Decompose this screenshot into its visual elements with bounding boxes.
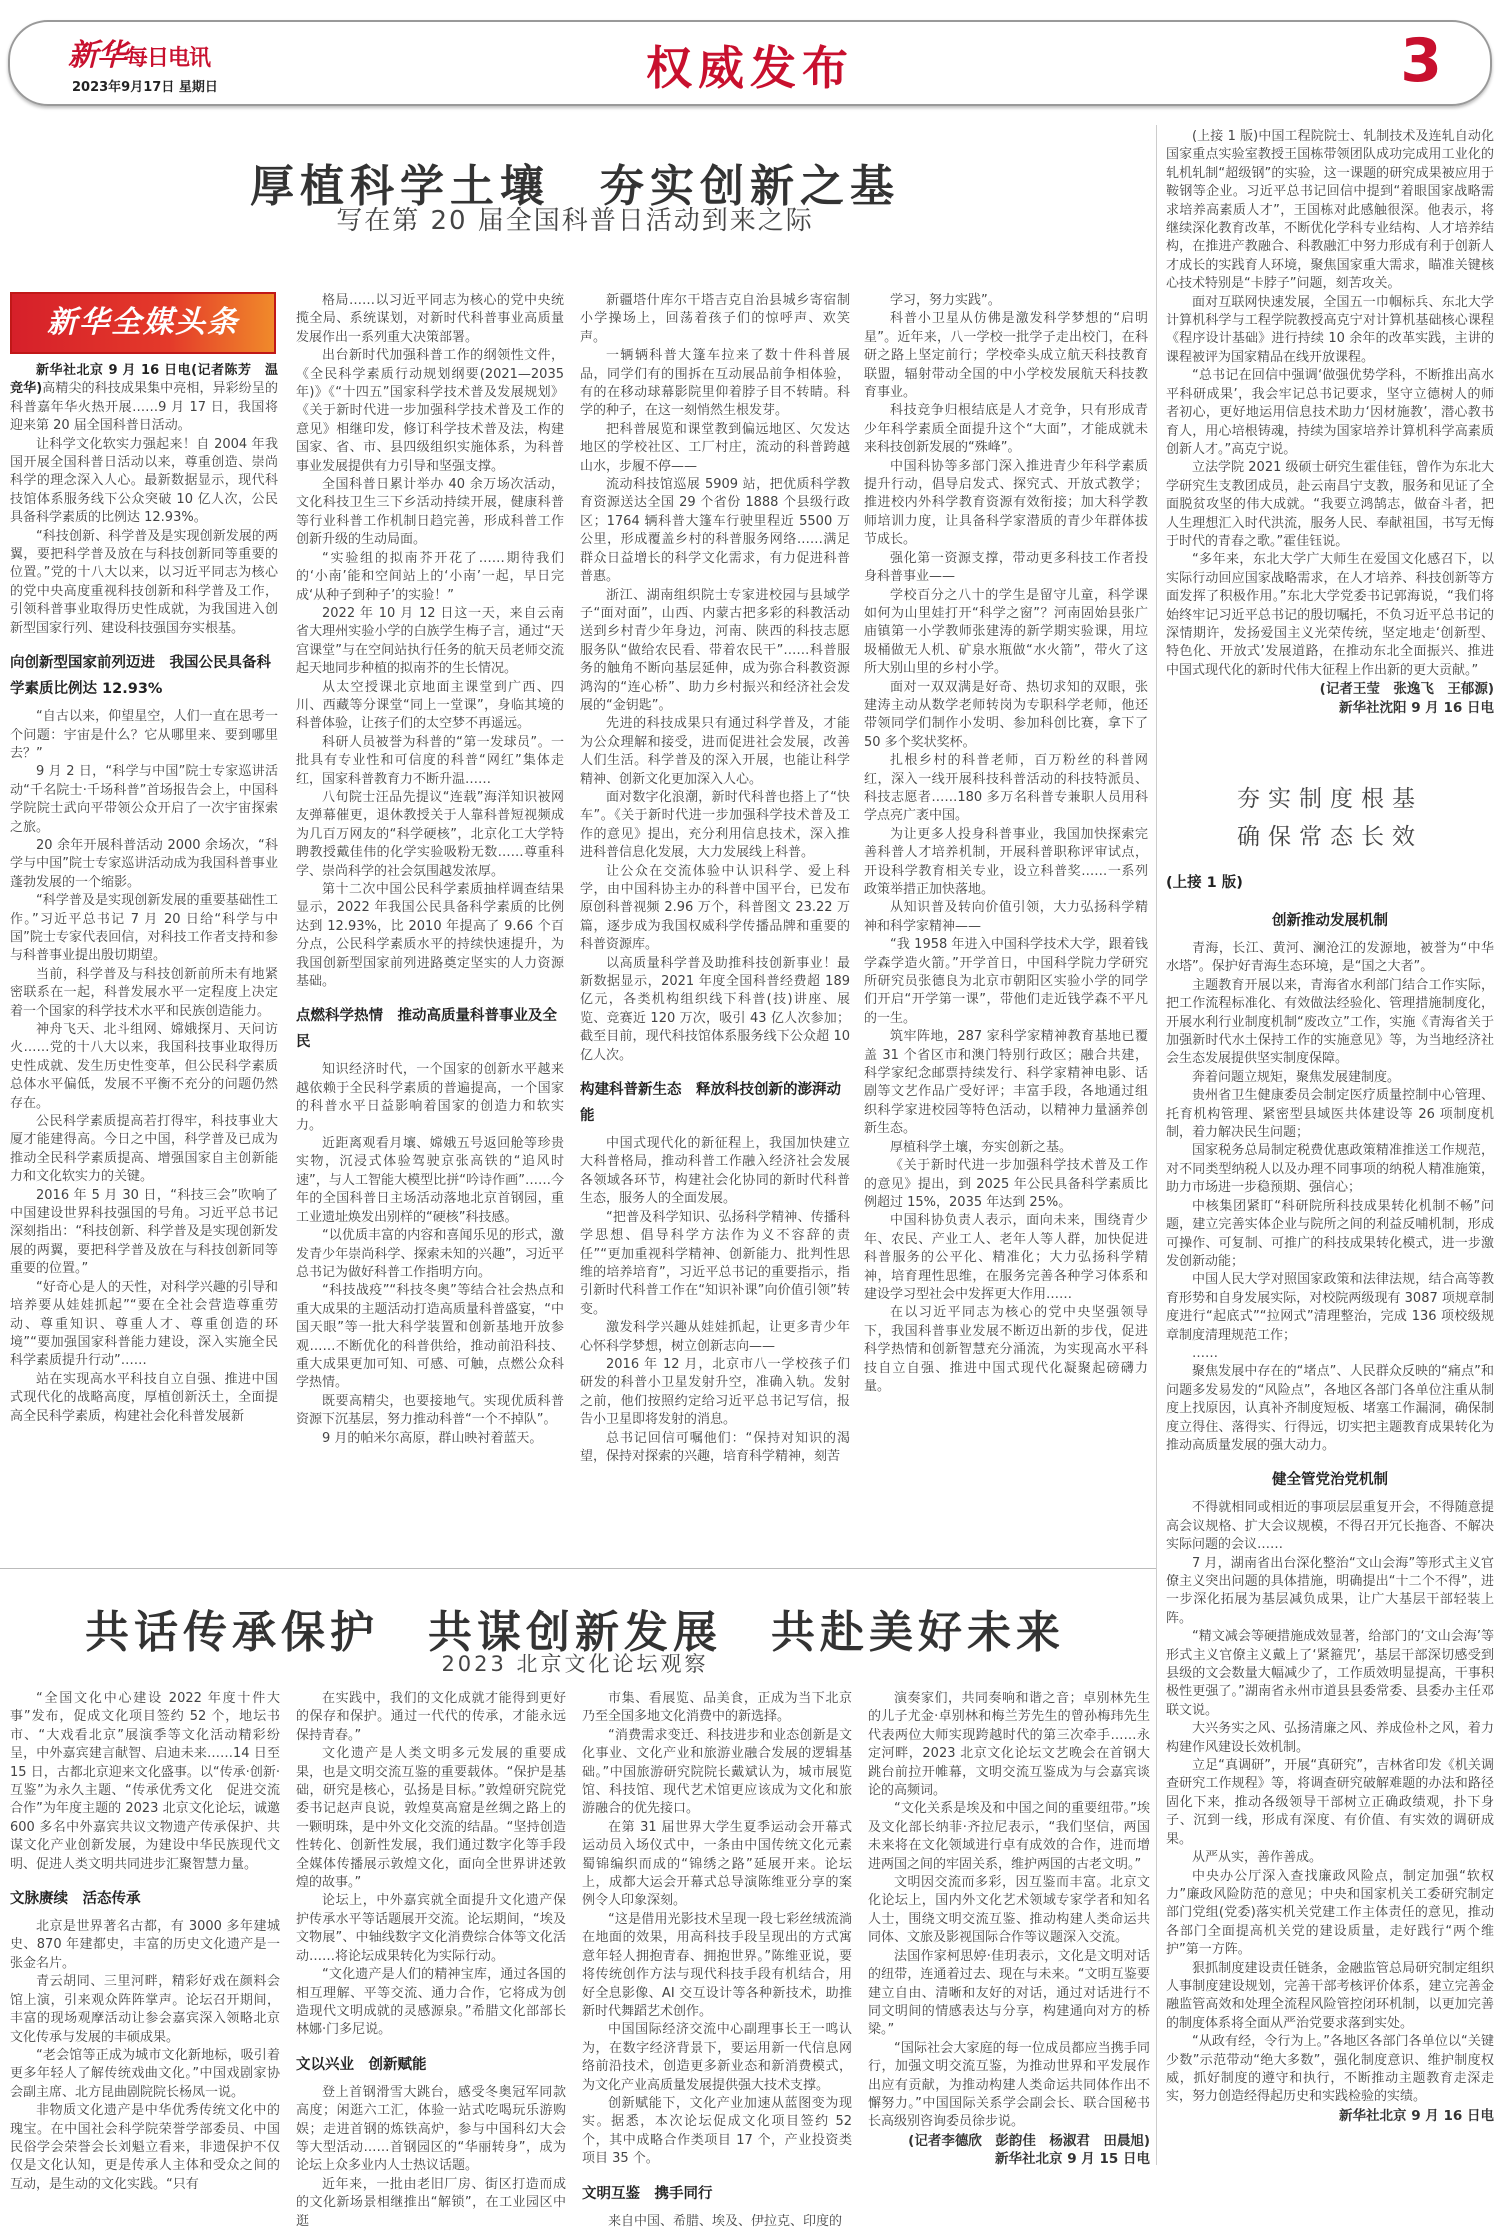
lead-paragraph: 新华社北京 9 月 16 日电(记者陈芳 温竞华)高精尖的科技成果集中亮相，异彩纷呈的科普嘉年华火热开展……9 月 17 日，我国将迎来第 20 届全国科普日活动。 xyxy=(10,363,278,434)
paragraph: 先进的科技成果只有通过科学普及，才能为公众理解和接受，进而促进社会发展，改善人们生活。科学普及的深入开展，也能让科学精神、创新文化更加深入人心。 xyxy=(580,716,850,787)
continued-note: (上接 1 版) xyxy=(1166,875,1243,891)
paragraph: 流动科技馆巡展 5909 站，把优质科学教育资源送达全国 29 个省份 1888 个县级行政区；1764 辆科普大篷车行驶里程近 5500 万公里，形成覆盖乡村的科普服务网络……满足群众日益增长的科学文化需求，有力促进科普普惠。 xyxy=(580,477,850,585)
logo-part-b: 每日电讯 xyxy=(126,45,211,71)
paragraph: 非物质文化遗产是中华优秀传统文化中的瑰宝。在中国社会科学院荣誉学部委员、中国民俗学会荣誉会长刘魁立看来，非遗保护不仅仅是文化认知，更是传承人主体和受众之间的互动，是生动的文化实践。“只有 xyxy=(10,2103,280,2192)
paragraph: “总书记在回信中强调‘做强优势学科，不断推出高水平科研成果’，我会牢记总书记要求，坚守立德树人的师者初心，更好地运用信息技术助力‘因材施教’，潜心教书育人，用心培根铸魂，持续为国家培养计算机科学高素质创新人才。”高克宁说。 xyxy=(1166,368,1494,457)
paragraph: “文化关系是埃及和中国之间的重要纽带。”埃及文化部长纳菲·齐拉尼表示，“我们坚信，两国未来将在文化领域进行卓有成效的合作，进而增进两国之间的牢固关系，维护两国的古老文明。” xyxy=(868,1801,1150,1872)
paragraph: 第十二次中国公民科学素质抽样调查结果显示，2022 年我国公民具备科学素质的比例达到 12.93%，比 2010 年提高了 9.66 个百分点，公民科学素质水平的持续快速提升，为我国创新型国家前列进路奠定坚实的人力资源基础。 xyxy=(296,882,564,990)
paragraph: 让公众在交流体验中认识科学、爱上科学，由中国科协主办的科普中国平台，已发布原创科普视频 2.96 万个，科普图文 23.22 万篇，逐步成为我国权威科学传播品牌和重要的科普资源库。 xyxy=(580,863,850,953)
right-title-line-1: 夯实制度根基 xyxy=(1237,786,1423,812)
paragraph: “消费需求变迁、科技进步和业态创新是文化事业、文化产业和旅游业融合发展的逻辑基础。”中国旅游研究院院长戴斌认为，城市展览馆、科技馆、现代艺术馆更应该成为文化和旅游融合的优先接口。 xyxy=(582,1727,852,1817)
paragraph: “把普及科学知识、弘扬科学精神、传播科学思想、倡导科学方法作为义不容辞的责任”“更加重视科学精神、创新能力、批判性思维的培养培育”，习近平总书记的重要指示，指引新时代科普工作在“知识补课”向价值引领”转变。 xyxy=(580,1209,850,1317)
paragraph: 市集、看展览、品美食，正成为当下北京乃至全国多地文化消费中的新选择。 xyxy=(582,1691,852,1725)
paragraph: 登上首钢滑雪大跳台，感受冬奥冠军同款高度；闲逛六工汇，体验一站式吃喝玩乐游购娱；走进首钢的炼铁高炉，参与中国科幻大会等大型活动……首钢园区的“华丽转身”，成为论坛上众多业内人士热议话题。 xyxy=(296,2084,566,2174)
byline: 新华社沈阳 9 月 16 日电 xyxy=(1339,699,1494,716)
article1-column-3 xyxy=(580,292,850,1556)
column-divider xyxy=(1156,125,1157,2165)
paragraph: 把科普展览和课堂教到偏远地区、欠发达地区的学校社区、工厂村庄，流动的科普跨越山水，步履不停—— xyxy=(580,421,850,474)
paragraph: “我 1958 年进入中国科学技术大学，跟着钱学森学造火箭。”开学首日，中国科学院力学研究所研究员张德良为北京市朝阳区实验小学的同学们开启“开学第一课”，带他们走近钱学森不平凡的一生。 xyxy=(864,937,1148,1026)
subheading: 构建科普新生态 释放科技创新的澎湃动能 xyxy=(580,1082,841,1125)
paragraph: 科普小卫星从仿佛是激发科学梦想的“启明星”。近年来，八一学校一批学子走出校门，在科研之路上坚定前行；学校牵头成立航天科技教育联盟，辐射带动全国的中小学校发展航天科技教育事业。 xyxy=(864,311,1148,401)
paragraph: 法国作家柯思婷·佳玥表示，文化是文明对话的纽带，连通着过去、现在与未来。“文明互鉴要建立自由、清晰和友好的对话，通过对话进行不同文明间的情感表达与分享，构建通向对方的桥梁。” xyxy=(868,1948,1150,2038)
paragraph: 学习，努力实践”。 xyxy=(890,293,1001,308)
paragraph: 中国科协负责人表示，面向未来，围绕青少年、农民、产业工人、老年人等人群，加快促进科普服务的公平化、精准化；大力弘扬科学精神，培育理性思维，在服务完善各种学习体系和建设学习型社会中发挥更大作用…… xyxy=(864,1213,1148,1302)
paragraph: 2016 年 5 月 30 日，“科技三会”吹响了中国建设世界科技强国的号角。习近平总书记深刻指出：“科技创新、科学普及是实现创新发展的两翼，要把科学普及放在与科技创新同等重要的位置。” xyxy=(10,1187,278,1277)
paragraph: 面对一双双满是好奇、热切求知的双眼，张建涛主动从数学老师转岗为专职科学老师，他还带领同学们制作小发明、参加科创比赛，拿下了 50 多个奖状奖杯。 xyxy=(864,679,1148,750)
paragraph: 来自中国、希腊、埃及、伊拉克、印度的 xyxy=(608,2213,843,2229)
byline: (记者李德欣 彭韵佳 杨淑君 田晨旭) xyxy=(908,2132,1150,2149)
paragraph: 面对互联网快速发展，全国五一巾帼标兵、东北大学计算机科学与工程学院教授高克宁对计算机基础核心课程《程序设计基础》进行持续 10 余年的改革实践，主讲的课程被评为国家精品在线开放课程。 xyxy=(1166,294,1494,365)
subheading: 文以兴业 创新赋能 xyxy=(296,2056,427,2073)
paragraph: 2016 年 12 月，北京市八一学校孩子们研发的科普小卫星发射升空，准确入轨。发射之前，他们按照约定给习近平总书记写信，报告小卫星即将发射的消息。 xyxy=(580,1356,850,1428)
paragraph: 站在实现高水平科技自立自强、推进中国式现代化的战略高度，厚植创新沃土，全面提高全民科学素质，构建社会化科普发展新 xyxy=(10,1371,278,1424)
paragraph: 扎根乡村的科普老师，百万粉丝的科普网红，深入一线开展科技科普活动的科技特派员、科技志愿者……180 多万名科普专兼职人员用科学点亮广袤中国。 xyxy=(864,753,1148,824)
paragraph: 格局……以习近平同志为核心的党中央统揽全局、系统谋划，对新时代科普事业高质量发展作出一系列重大决策部署。 xyxy=(296,293,564,345)
paragraph: 新疆塔什库尔干塔吉克自治县城乡寄宿制小学操场上，回荡着孩子们的惊呼声、欢笑声。 xyxy=(580,293,850,345)
paragraph: 当前，科学普及与科技创新前所未有地紧密联系在一起，科普发展水平一定程度上决定着一个国家的科学技术水平和民族创造能力。 xyxy=(10,966,278,1019)
subheading: 健全管党治党机制 xyxy=(1272,1472,1388,1489)
paragraph: 总书记回信可嘱他们：“保持对知识的渴望，保持对探索的兴趣，培育科学精神，刻苦 xyxy=(580,1430,850,1464)
paragraph: 主题教育开展以来，青海省水利部门结合工作实际，把工作流程标准化、有效做法经验化、管理措施制度化，开展水利行业制度机制“废改立”工作，实施《青海省关于加强新时代水土保持工作的实施意见》等，为当地经济社会生态发展提供坚实制度保障。 xyxy=(1166,977,1494,1067)
subheading: 文脉赓续 活态传承 xyxy=(10,1891,141,1908)
right-article-body xyxy=(1166,858,1494,2163)
paragraph: 2022 年 10 月 12 日这一天，来自云南省大理州实验小学的白族学生梅子言，通过“天宫课堂”与在空间站执行任务的航天员老师交流起天地同步种植的拟南芥的生长情况。 xyxy=(296,605,564,677)
subheading: 向创新型国家前列迈进 我国公民具备科学素质比例达 12.93% xyxy=(10,655,271,698)
paragraph: 强化第一资源支撑，带动更多科技工作者投身科普事业—— xyxy=(864,550,1148,585)
paragraph: 厚植科学土壤，夯实创新之基。 xyxy=(890,1139,1073,1155)
paragraph: 立法学院 2021 级硕士研究生霍佳钰，曾作为东北大学研究生支教团成员，赴云南昌宁支教，服务和见证了全面脱贫攻坚的伟大成就。“我要立鸿鹄志，做奋斗者，把人生理想汇入时代洪流，服务人民、奉献祖国，书写无悔于时代的青春之歌。”霍佳钰说。 xyxy=(1166,460,1494,549)
paragraph: “从政有经，令行为上。”各地区各部门各单位以“关键少数”示范带动“绝大多数”，强化制度意识、维护制度权威，抓好制度的遵守和执行，不断推动主题教育走深走实，努力创造经得起历史和实践检验的实绩。 xyxy=(1166,2034,1494,2105)
paragraph: “科技战疫”“科技冬奥”等结合社会热点和重大成果的主题活动打造高质量科普盛宴，“中国天眼”等一批大科学装置和创新基地开放参观……不断优化的科普供给，推动前沿科技、重大成果更加可知、可感、可触，点燃公众科学热情。 xyxy=(296,1283,564,1391)
issue-date: 2023年9月17日 星期日 xyxy=(72,80,218,95)
paragraph: 在第 31 届世界大学生夏季运动会开幕式运动员入场仪式中，一条由中国传统文化元素蜀锦编织而成的“锦绣之路”延展开来。论坛上，成都大运会开幕式总导演陈维亚分享的案例令人印象深刻。 xyxy=(582,1819,852,1909)
paragraph: (上接 1 版)中国工程院院士、轧制技术及连轧自动化国家重点实验室教授王国栋带领团队成功完成用工业化的轧机轧制“超级钢”的实验，这一课题的研究成果被应用于鞍钢等企业。习近平总书记回信中提到“着眼国家战略需求培养高素质人才”，王国栋对此感触很深。他表示，将继续深化教育改革，不断优化学科专业结构、人才培养结构，在推进产教融合、科教融汇中努力形成有利于创新人才成长的实践育人环境，聚焦国家重大需求，瞄准关键核心技术特别是“卡脖子”问题，刻苦攻关。 xyxy=(1166,129,1494,292)
paragraph: 文化遗产是人类文明多元发展的重要成果，也是文明交流互鉴的重要载体。“保护是基础，研究是核心，弘扬是目标。”敦煌研究院党委书记赵声良说，敦煌莫高窟是丝绸之路上的一颗明珠，是中外文化交流的结晶。“坚持创造性转化、创新性发展，我们通过数字化等手段全媒体传播展示敦煌文化，面向全世界讲述敦煌的故事。” xyxy=(296,1746,566,1891)
paragraph: 中国科协等多部门深入推进青少年科学素质提升行动，倡导启发式、探究式、开放式教学；推进校内外科学教育资源有效衔接；加大科学教师培训力度，让具备科学家潜质的青少年群体拔节成长。 xyxy=(864,458,1148,548)
right-article-title xyxy=(1165,780,1495,856)
paragraph: 科技竞争归根结底是人才竞争，只有形成青少年科学素质全面提升这个“大面”，才能成就未来科技创新发展的“殊峰”。 xyxy=(864,403,1148,456)
article2-column-2 xyxy=(296,1690,566,2229)
paragraph: “文化遗产是人们的精神宝库，通过各国的相互理解、平等交流、通力合作，它将成为创造现代文明成就的灵感源泉。”希腊文化部部长林娜·门多尼说。 xyxy=(296,1967,566,2038)
paragraph: 浙江、湖南组织院士专家进校园与县域学子“面对面”，山西、内蒙古把多彩的科教活动送到乡村青少年身边，河南、陕西的科技志愿服务队“做给农民看、带着农民干”……科普服务的触角不断向基层延伸，成为弥合科教资源鸿沟的“连心桥”、助力乡村振兴和经济社会发展的“金钥匙”。 xyxy=(580,587,850,713)
paragraph: 狠抓制度建设责任链条，金融监管总局研究制定组织人事制度建设规划，完善干部考核评价体系，建立完善金融监管高效和处理全流程风险管控闭环机制，以更加完善的制度体系将全面从严治党要求落到实处。 xyxy=(1166,1960,1494,2031)
paragraph: 近距离观看月壤、嫦娥五号返回舱等珍贵实物，沉浸式体验驾驶京张高铁的“追风时速”，与人工智能大模型比拼“吟诗作画”……今年的全国科普日主场活动落地北京首钢园，重工业遗址焕发出别样的“硬核”科技感。 xyxy=(296,1136,564,1225)
paragraph: 文明因交流而多彩，因互鉴而丰富。北京文化论坛上，国内外文化艺术领域专家学者和知名人士，围绕文明交流互鉴、推动构建人类命运共同体、文旅及影视国际合作等议题深入交流。 xyxy=(868,1875,1150,1946)
paragraph: 公民科学素质提高若打得牢，科技事业大厦才能建得高。今日之中国，科学普及已成为推动全民科学素质提高、增强国家自主创新能力和文化软实力的关键。 xyxy=(10,1114,278,1185)
paragraph: “自古以来，仰望星空，人们一直在思考一个问题：宇宙是什么？它从哪里来、要到哪里去？” xyxy=(10,709,278,761)
paragraph: “多年来，东北大学广大师生在爱国文化感召下，以实际行动回应国家战略需求，在人才培养、科技创新等方面发挥了积极作用。”东北大学党委书记郭海说，“我们将始终牢记习近平总书记的殷切嘱托，不负习近平总书记的深情期许，发扬爱国主义光荣传统，坚定地走‘创新型、特色化、开放式’发展道路，在推动东北全面振兴、推进中国式现代化的新时代伟大征程上作出新的更大贡献。” xyxy=(1166,552,1494,678)
paragraph: 9 月的帕米尔高原，群山映衬着蓝天。 xyxy=(322,1430,543,1446)
paragraph: 7 月，湖南省出台深化整治“文山会海”等形式主义官僚主义突出问题的具体措施，明确提出“十二个不得”，进一步深化拓展为基层减负成果，让广大基层干部轻装上阵。 xyxy=(1166,1555,1494,1626)
paragraph: 既要高精尖，也要接地气。实现优质科普资源下沉基层，努力推动科普“一个不掉队”。 xyxy=(296,1393,564,1428)
subheading: 点燃科学热情 推动高质量科普事业及全民 xyxy=(296,1008,557,1051)
byline: (记者王莹 张逸飞 王郁源) xyxy=(1319,681,1494,698)
paragraph: 创新赋能下，文化产业加速从蓝图变为现实。据悉，本次论坛促成文化项目签约 52 个，其中成略合作类项目 17 个，产业投资类项目 35 个。 xyxy=(582,2095,852,2167)
paragraph: 聚焦发展中存在的“堵点”、人民群众反映的“痛点”和问题多发易发的“风险点”，各地区各部门各单位注重从制度上找原因，认真补齐制度短板、堵塞工作漏洞，确保制度立得住、落得实、行得远，切实把主题教育成果转化为推动高质量发展的强大动力。 xyxy=(1166,1364,1494,1453)
paragraph: 立足“真调研”，开展“真研究”，吉林省印发《机关调查研究工作规程》等，将调查研究破解难题的办法和路径固化下来，推动各级领导干部树立正确政绩观，扑下身子、沉到一线，形成有深度、有价值、有实效的调研成果。 xyxy=(1166,1758,1494,1847)
paragraph: “这是借用光影技术呈现一段七彩丝绒流淌在地面的效果，用高科技手段呈现出的方式寓意年轻人拥抱青春、拥抱世界。”陈维亚说，要将传统创作方法与现代科技手段有机结合，用好全息影像、AI 交互设计等各种新技术，助推新时代舞蹈艺术创作。 xyxy=(582,1911,852,2019)
right-column-continuation xyxy=(1166,128,1494,758)
article2-subtitle: 2023 北京文化论坛观察 xyxy=(441,1652,709,1676)
byline: 新华社北京 9 月 15 日电 xyxy=(995,2151,1150,2168)
paragraph: “实验组的拟南芥开花了……期待我们的‘小南’能和空间站上的‘小南’一起，早日完成‘从种子到种子’的实验！” xyxy=(296,550,564,603)
paragraph: 八旬院士汪品先提议“连载”海洋知识被网友弹幕催更，退休教授关于人靠科普短视频成为几百万网友的“科学硬核”，北京化工大学特聘教授戴佳伟的化学实验吸粉无数……尊重科学、崇尚科学的社会氛围越发浓厚。 xyxy=(296,789,564,879)
article2-column-3 xyxy=(582,1690,852,2229)
paragraph: “科技创新、科学普及是实现创新发展的两翼，要把科学普及放在与科技创新同等重要的位置。”党的十八大以来，以习近平同志为核心的党中央高度重视科技创新和科学普及工作，引领科普事业取得历史性成就，为我国进入创新型国家行列、建设科技强国夯实根基。 xyxy=(10,528,278,636)
paragraph: “国际社会大家庭的每一位成员都应当携手同行，加强文明交流互鉴，为推动世界和平发展作出应有贡献，为推动构建人类命运共同体作出不懈努力。”中国国际关系学会副会长、联合国秘书长高级别咨询委员徐步说。 xyxy=(868,2040,1150,2130)
article2-column-1 xyxy=(10,1690,280,2192)
paragraph: 奔着问题立规矩，聚焦发展建制度。 xyxy=(1192,1069,1401,1085)
byline: 新华社北京 9 月 16 日电 xyxy=(1339,2107,1494,2124)
subheading: 创新推动发展机制 xyxy=(1272,913,1388,929)
paragraph: 北京是世界著名古都，有 3000 多年建城史、870 年建都史，丰富的历史文化遗产是一张金名片。 xyxy=(10,1919,280,1971)
paragraph: 20 余年开展科普活动 2000 余场次，“科学与中国”院士专家巡讲活动成为我国科普事业蓬勃发展的一个缩影。 xyxy=(10,837,278,890)
paragraph: “科学普及是实现创新发展的重要基础性工作。”习近平总书记 7 月 20 日给“科学与中国”院士专家代表回信，对科技工作者支持和参与科普事业提出殷切期望。 xyxy=(10,893,278,964)
paragraph: 近年来，一批由老旧厂房、街区打造而成的文化新场景相继推出“解锁”，在工业园区中逛 xyxy=(296,2176,566,2229)
paragraph: 不得就相同或相近的事项层层重复开会，不得随意提高会议规格、扩大会议规模，不得召开冗长拖沓、不解决实际问题的会议…… xyxy=(1166,1500,1494,1553)
xinhua-headline-badge: 新华全媒头条 xyxy=(10,292,276,354)
paragraph: 中国国际经济交流中心副理事长王一鸣认为，在数字经济背景下，要运用新一代信息网络前沿技术，创造更多新业态和新消费模式，为文化产业高质量发展提供强大技术支撑。 xyxy=(582,2022,852,2093)
paragraph: 从知识普及转向价值引领，大力弘扬科学精神和科学家精神—— xyxy=(864,900,1148,934)
article1-column-2 xyxy=(296,292,564,1556)
paragraph: 以高质量科学普及助推科技创新事业！最新数据显示，2021 年度全国科普经费超 189 亿元，各类机构组织线下科普(技)讲座、展览、竞赛近 120 万次，吸引 43 亿人次参加；截至目前，现代科技馆体系服务线下公众超 10 亿人次。 xyxy=(580,955,850,1063)
section-divider xyxy=(0,1568,1156,1569)
paragraph: 让科学文化软实力强起来！自 2004 年我国开展全国科普日活动以来，尊重创造、崇尚科学的理念深入人心。最新数据显示，现代科技馆体系服务线下公众突破 10 亿人次，公民具备科学素质的比例达 12.93%。 xyxy=(10,436,278,526)
paragraph: 贵州省卫生健康委员会制定医疗质量控制中心管理、托育机构管理、紧密型县域医共体建设等 26 项制度机制，着力解决民生问题； xyxy=(1166,1088,1494,1141)
paragraph: 9 月 2 日，“科学与中国”院士专家巡讲活动“千名院士·千场科普”首场报告会上，中国科学院院士武向平带领公众开启了一次宇宙探索之旅。 xyxy=(10,764,278,835)
paragraph: 激发科学兴趣从娃娃抓起，让更多青少年心怀科学梦想，树立创新志向—— xyxy=(580,1320,850,1354)
paragraph: 国家税务总局制定税费优惠政策精准推送工作规范，对不同类型纳税人以及办理不同事项的纳税人精准施策，助力市场进一步稳预期、强信心； xyxy=(1166,1143,1494,1196)
paragraph: …… xyxy=(1192,1345,1218,1361)
paragraph: 大兴务实之风、弘扬清廉之风、养成俭朴之风，着力构建作风建设长效机制。 xyxy=(1166,1721,1494,1755)
paragraph: 在以习近平同志为核心的党中央坚强领导下，我国科普事业发展不断迈出新的步伐，促进科学热情和创新智慧充分涌流，为实现高水平科技自立自强、推进中国式现代化凝聚起磅礴力量。 xyxy=(864,1305,1148,1394)
article1-column-4 xyxy=(864,292,1148,1556)
section-title: 权威发布 xyxy=(646,41,854,95)
paragraph: 一辆辆科普大篷车拉来了数十件科普展品，同学们有的围拆在互动展品前争相体验，有的在移动球幕影院里仰着脖子目不转睛。科学的种子，在这一刻悄然生根发芽。 xyxy=(580,348,850,419)
paragraph: 演奏家们，共同奏响和谐之音；卓别林先生的儿子尤金·卓别林和梅兰芳先生的曾孙梅玮先生代表两位大师实现跨越时代的第三次牵手……永定河畔，2023 北京文化论坛文艺晚会在首钢大跳台前拉开帷幕，文明交流互鉴成为与会嘉宾谈论的高频词。 xyxy=(868,1691,1150,1799)
paragraph: 知识经济时代，一个国家的创新水平越来越依赖于全民科学素质的普遍提高，一个国家的科普水平日益影响着国家的创造力和软实力。 xyxy=(296,1062,564,1133)
page-number: 3 xyxy=(1400,26,1442,96)
paragraph: “老会馆等正成为城市文化新地标，吸引着更多年轻人了解传统戏曲文化。”中国戏剧家协会副主席、北方昆曲剧院院长杨凤一说。 xyxy=(10,2047,280,2100)
paragraph: 中核集团紧盯“科研院所科技成果转化机制不畅”问题，建立完善实体企业与院所之间的利益反哺机制，形成可操作、可复制、可推广的科技成果转化模式，进一步激发创新动能； xyxy=(1166,1198,1494,1269)
article1-column-1 xyxy=(10,362,278,1556)
paragraph: “全国文化中心建设 2022 年度十件大事”发布，促成文化项目签约 52 个，地坛书市、“大戏看北京”展演季等文化活动精彩纷呈，中外嘉宾建言献智、启迪未来……14 日至 15 日，古都北京迎来文化盛事。以“传承·创新·互鉴”为永久主题、“传承优秀文化 促进交流合作”为年度主题的 2023 北京文化论坛，诚邀 600 多名中外嘉宾共议文物遗产传承保护、共谋文化产业创新发展，为建设中华民族现代文明、促进人类文明共同进步汇聚智慧力量。 xyxy=(10,1691,280,1872)
right-title-line-2: 确保常态长效 xyxy=(1237,824,1423,850)
paragraph: 中国式现代化的新征程上，我国加快建立大科普格局，推动科普工作融入经济社会发展各领域各环节，构建社会化协同的新时代科普生态，服务人的全面发展。 xyxy=(580,1136,850,1207)
paragraph: 青云胡同、三里河畔，精彩好戏在颜料会馆上演，引来观众阵阵掌声。论坛召开期间，丰富的现场观摩活动让参会嘉宾深入领略北京文化传承与发展的丰硕成果。 xyxy=(10,1974,280,2045)
paragraph: 神舟飞天、北斗组网、嫦娥探月、天问访火……党的十八大以来，我国科技事业取得历史性成就、发生历史性变革，但公民科学素质总体水平偏低，发展不平衡不充分的问题仍然存在。 xyxy=(10,1022,278,1111)
subheading: 文明互鉴 携手同行 xyxy=(582,2185,713,2202)
paragraph: 学校百分之八十的学生是留守儿童，科学课如何为山里娃打开“科学之窗”？河南固始县张广庙镇第一小学教师张建涛的新学期实验课，用垃圾桶做无人机、矿泉水瓶做“水火箭”，带火了这所大别山里的乡村小学。 xyxy=(864,587,1148,677)
paragraph: 青海，长江、黄河、澜沧江的发源地，被誉为“中华水塔”。保护好青海生态环境，是“国之大者”。 xyxy=(1166,941,1494,975)
article2-title: 共话传承保护 共谋创新发展 共赴美好未来 xyxy=(85,1607,1065,1658)
paragraph: 出台新时代加强科普工作的纲领性文件，《全民科学素质行动规划纲要(2021—2035 年)》《“十四五”国家科学技术普及发展规划》《关于新时代进一步加强科学技术普及工作的意见》相继印发，修订科学技术普及法，构建国家、省、市、县四级组织实施体系，为科普事业发展提供有力引导和坚强支撑。 xyxy=(296,348,564,474)
masthead xyxy=(8,20,1492,106)
paragraph: 中央办公厅深入查找廉政风险点，制定加强“软权力”廉政风险防范的意见；中央和国家机关工委研究制定部门党组(党委)落实机关党建工作主体责任的意见，推动各部门全面提高机关党的建设质量，走好践行“两个维护”第一方阵。 xyxy=(1166,1868,1494,1958)
paragraph: “好奇心是人的天性，对科学兴趣的引导和培养要从娃娃抓起”“要在全社会营造尊重劳动、尊重知识、尊重人才、尊重创造的环境”“要加强国家科普能力建设，深入实施全民科学素质提升行动”…… xyxy=(10,1279,278,1369)
article1-title: 厚植科学土壤 夯实创新之基 xyxy=(250,161,900,212)
paragraph: 论坛上，中外嘉宾就全面提升文化遗产保护传承水平等话题展开交流。论坛期间，“埃及文物展”、中轴线数字文化消费综合体等文化活动……将论坛成果转化为实际行动。 xyxy=(296,1893,566,1964)
paragraph: “以优质丰富的内容和喜闻乐见的形式，激发青少年崇尚科学、探索未知的兴趣”，习近平总书记为做好科普工作指明方向。 xyxy=(296,1228,564,1280)
paragraph: “精文减会等硬措施成效显著，给部门的‘文山会海’等形式主义官僚主义戴上了‘紧箍咒’，基层干部深切感受到县级的文会数量大幅减少了，工作质效明显提高，干事积极性更强了。”湖南省永州市道县县委常委、县委办主任邓联文说。 xyxy=(1166,1629,1494,1718)
paragraph: 从太空授课北京地面主课堂到广西、四川、西藏等分课堂“同上一堂课”，身临其境的科普体验，让孩子们的太空梦不再遥远。 xyxy=(296,679,564,732)
paragraph: 中国人民大学对照国家政策和法律法规，结合高等教育形势和自身发展实际，对校院两级现有 3087 项规章制度进行“起底式”“拉网式”清理整治，完成 136 项校级规章制度清理规范工作； xyxy=(1166,1272,1494,1343)
paragraph: 在实践中，我们的文化成就才能得到更好的保存和保护。通过一代代的传承，才能永远保持青春。” xyxy=(296,1691,566,1743)
paragraph: 面对数字化浪潮，新时代科普也搭上了“快车”。《关于新时代进一步加强科学技术普及工作的意见》提出，充分利用信息技术，深入推进科普信息化发展，大力发展线上科普。 xyxy=(580,789,850,861)
article1-subtitle: 写在第 20 届全国科普日活动到来之际 xyxy=(336,206,814,236)
paragraph: 从严从实，善作善成。 xyxy=(1192,1850,1323,1866)
logo-part-a: 新华 xyxy=(68,38,126,73)
paragraph: 筑牢阵地，287 家科学家精神教育基地已覆盖 31 个省区市和澳门特别行政区；融合共建，科学家纪念邮票持续发行、科学家精神电影、话剧等文艺作品广受好评；丰富手段，各地通过组织科学家进校园等特色活动，以精神力量涵养创新生态。 xyxy=(864,1029,1148,1137)
paragraph: 全国科普日累计举办 40 余万场次活动，文化科技卫生三下乡活动持续开展，健康科普等行业科普工作机制日趋完善，形成科普工作创新升级的生动局面。 xyxy=(296,477,564,548)
article2-column-4 xyxy=(868,1690,1150,2168)
paragraph: 为让更多人投身科普事业，我国加快探索完善科普人才培养机制，开展科普职称评审试点，开设科学教育相关专业，设立科普奖……一系列政策举措正加快落地。 xyxy=(864,826,1148,897)
paragraph: 科研人员被誉为科普的“第一发球员”。一批具有专业性和可信度的科普“网红”集体走红，国家科普教育力不断升温…… xyxy=(296,734,564,787)
paragraph: 《关于新时代进一步加强科学技术普及工作的意见》提出，到 2025 年公民具备科学素质比例超过 15%，2035 年达到 25%。 xyxy=(864,1158,1148,1210)
